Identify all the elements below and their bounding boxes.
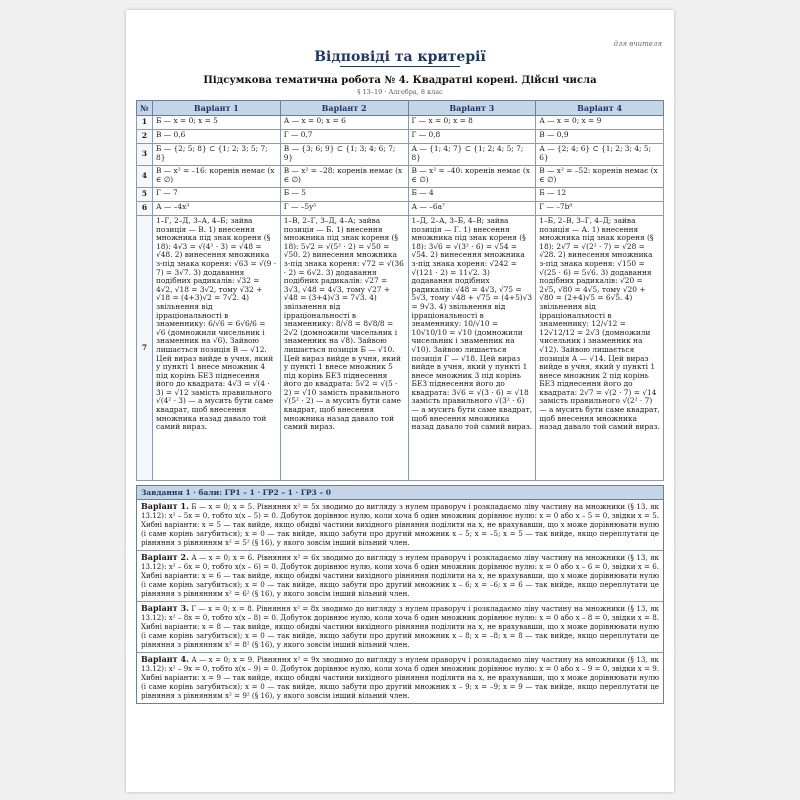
table-row xyxy=(137,188,664,202)
table-cell: В — x² = –16: коренів немає (x ∈ ∅) xyxy=(153,166,281,188)
table-cell: Г — x = 0; x = 8 xyxy=(408,116,536,130)
variant-label: Варіант 3. xyxy=(141,603,189,613)
table-row xyxy=(137,144,664,166)
variant-explanation-2 xyxy=(137,551,663,602)
row-number: 3 xyxy=(137,144,153,166)
table-cell: Г — –5y⁵ xyxy=(280,202,408,216)
table-cell: В — 0,9 xyxy=(536,130,664,144)
table-cell: Г — 7 xyxy=(153,188,281,202)
table-cell: А — x = 0; x = 6 xyxy=(280,116,408,130)
table-cell: А — x = 0; x = 9 xyxy=(536,116,664,130)
table-cell: В — x² = –52: коренів немає (x ∈ ∅) xyxy=(536,166,664,188)
table-cell: Б — 4 xyxy=(408,188,536,202)
page-subinfo: § 13–19 · Алгебра, 8 клас xyxy=(357,88,443,96)
table-cell: Г — –7b⁹ xyxy=(536,202,664,216)
header-cell-number: № xyxy=(137,101,153,116)
table-row xyxy=(137,130,664,144)
table-row xyxy=(137,166,664,188)
table-cell: Б — 5 xyxy=(280,188,408,202)
table-cell: Г — 0,8 xyxy=(408,130,536,144)
row-number: 1 xyxy=(137,116,153,130)
variant-label: Варіант 1. xyxy=(141,501,189,511)
variant-text: А — x = 0; x = 6. Рівняння x² = 6x зводимо до вигляду з нулем праворуч і розкладаємо ліву частину на множники (§ 13, як 13.12): x² – 6x = 0, тобто x(x – 6) = 0. Добуток дорівнює нулю, коли хоча б один множник дорівнює нулю: x = 0 або x – 6 = 0, звідки x = 6. Хибні варіанти: x = 6 — так вийде, якщо обидві частини вихідного рівняння поділити на x, не врахувавши, що x може дорівнювати нулю (і саме корінь загубиться); x = 0 — так вийде, якщо забути про другий множник x – 6; x = –6; x = 6 — так вийде, якщо переплутати це рівняння з рівнянням x² = 6² (§ 16), у якого зовсім інший вільний член. xyxy=(141,553,659,598)
header-cell-variant-2: Варіант 2 xyxy=(280,101,408,116)
teacher-note: для вчителя xyxy=(613,40,662,48)
header-cell-variant-4: Варіант 4 xyxy=(536,101,664,116)
row-number: 5 xyxy=(137,188,153,202)
row-number: 4 xyxy=(137,166,153,188)
variant-label: Варіант 4. xyxy=(141,654,189,664)
page-subtitle: Підсумкова тематична робота № 4. Квадратні корені. Дійсні числа xyxy=(203,75,597,86)
title-underline xyxy=(340,66,460,67)
variant-explanation-3 xyxy=(137,602,663,653)
task-1-explanations xyxy=(136,485,664,704)
table-cell: А — –4x³ xyxy=(153,202,281,216)
header-cell-variant-1: Варіант 1 xyxy=(153,101,281,116)
variant-text: А — x = 0; x = 9. Рівняння x² = 9x зводимо до вигляду з нулем праворуч і розкладаємо ліву частину на множники (§ 13, як 13.12): x² – 9x = 0, тобто x(x – 9) = 0. Добуток дорівнює нулю, коли хоча б один множник дорівнює нулю: x = 0 або x – 9 = 0, звідки x = 9. Хибні варіанти: x = 9 — так вийде, якщо обидві частини вихідного рівняння поділити на x, не врахувавши, що x може дорівнювати нулю (і саме корінь загубиться); x = 0 — так вийде, якщо забути про другий множник x – 9; x = –9; x = 9 — так вийде, якщо переплутати це рівняння з рівнянням x² = 9² (§ 16), у якого зовсім інший вільний член. xyxy=(141,655,659,700)
variant-label: Варіант 2. xyxy=(141,552,189,562)
table-cell: Б — {2; 5; 8} ⊂ {1; 2; 3; 5; 7; 8} xyxy=(153,144,281,166)
table-cell: В — {3; 6; 9} ⊂ {1; 3; 4; 6; 7; 9} xyxy=(280,144,408,166)
row-number: 7 xyxy=(137,216,153,481)
table-cell: А — {1; 4; 7} ⊂ {1; 2; 4; 5; 7; 8} xyxy=(408,144,536,166)
table-cell: 1–Д, 2–А, 3–Б, 4–В; зайва позиція — Г. 1) внесення множника під знак кореня (§ 18): 3√6 = √(3² · 6) = √54 = √54. 2) винесення множника з-під знака кореня: √242 = √(121 · 2) = 11√2. 3) додавання подібних радикалів: √48 = 4√3, √75 = 5√3, тому √48 + √75 = (4+5)√3 = 9√3. 4) звільнення від ірраціональності в знаменнику: 10/√10 = 10√10/10 = √10 (домножили чисельник і знаменник на √10). Зайвою лишається позиція Г — √18. Цей вираз вийде в учня, який у пункті 1 внесе множник 3 під корінь БЕЗ піднесення його до квадрата: 3√6 = √(3 · 6) = √18 замість правильного √(3² · 6) — а мусить бути саме квадрат, щоб внесення множника назад давало той самий вираз. xyxy=(408,216,536,481)
table-cell: Г — 0,7 xyxy=(280,130,408,144)
page-title: Відповіді та критерії xyxy=(314,49,486,65)
header-cell-variant-3: Варіант 3 xyxy=(408,101,536,116)
table-cell: А — –6a⁷ xyxy=(408,202,536,216)
document-page xyxy=(126,10,674,792)
variant-text: Б — x = 0; x = 5. Рівняння x² = 5x зводимо до вигляду з нулем праворуч і розкладаємо ліву частину на множники (§ 13, як 13.12): x² – 5x = 0, тобто x(x – 5) = 0. Добуток дорівнює нулю, коли хоча б один множник дорівнює нулю: x = 0 або x – 5 = 0, звідки x = 5. Хибні варіанти: x = 5 — так вийде, якщо обидві частини вихідного рівняння поділити на x, не врахувавши, що x може дорівнювати нулю (і саме корінь загубиться); x = 0 — так вийде, якщо забути про другий множник x – 5; x = –5; x = 5 — так вийде, якщо переплутати це рівняння з рівнянням x² = 5² (§ 16), у якого зовсім інший вільний член. xyxy=(141,502,659,547)
answers-table xyxy=(136,100,664,481)
row-number: 2 xyxy=(137,130,153,144)
variant-text: Г — x = 0; x = 8. Рівняння x² = 8x зводимо до вигляду з нулем праворуч і розкладаємо ліву частину на множники (§ 13, як 13.12): x² – 8x = 0, тобто x(x – 8) = 0. Добуток дорівнює нулю, коли хоча б один множник дорівнює нулю: x = 0 або x – 8 = 0, звідки x = 8. Хибні варіанти: x = 8 — так вийде, якщо обидві частини вихідного рівняння поділити на x, не врахувавши, що x може дорівнювати нулю (і саме корінь загубиться); x = 0 — так вийде, якщо забути про другий множник x – 8; x = –8; x = 8 — так вийде, якщо переплутати це рівняння з рівнянням x² = 8² (§ 16), у якого зовсім інший вільний член. xyxy=(141,604,659,649)
table-cell: Б — x = 0; x = 5 xyxy=(153,116,281,130)
task-1-header: Завдання 1 · бали: ГР1 – 1 · ГР2 – 1 · ГР3 – 0 xyxy=(137,486,663,500)
table-row xyxy=(137,116,664,130)
table-header-row xyxy=(137,101,664,116)
row-number: 6 xyxy=(137,202,153,216)
table-cell: Б — 12 xyxy=(536,188,664,202)
table-cell: В — 0,6 xyxy=(153,130,281,144)
table-cell: В — x² = –40: коренів немає (x ∈ ∅) xyxy=(408,166,536,188)
table-row xyxy=(137,202,664,216)
variant-explanation-4 xyxy=(137,653,663,703)
table-cell: В — x² = –28: коренів немає (x ∈ ∅) xyxy=(280,166,408,188)
table-row xyxy=(137,216,664,481)
variant-explanation-1 xyxy=(137,500,663,551)
table-cell: 1–Г, 2–Д, 3–А, 4–Б; зайва позиція — В. 1) внесення множника під знак кореня (§ 18): 4√3 = √(4² · 3) = √48 = √48. 2) винесення множника з-під знака кореня: √63 = √(9 · 7) = 3√7. 3) додавання подібних радикалів: √32 = 4√2, √18 = 3√2, тому √32 + √18 = (4+3)√2 = 7√2. 4) звільнення від ірраціональності в знаменнику: 6/√6 = 6√6/6 = √6 (домножили чисельник і знаменник на √6). Зайвою лишається позиція В — √12. Цей вираз вийде в учня, який у пункті 1 внесе множник 4 під корінь БЕЗ піднесення його до квадрата: 4√3 = √(4 · 3) = √12 замість правильного √(4² · 3) — а мусить бути саме квадрат, щоб внесення множника назад давало той самий вираз. xyxy=(153,216,281,481)
table-cell: А — {2; 4; 6} ⊂ {1; 2; 3; 4; 5; 6} xyxy=(536,144,664,166)
table-cell: 1–Б, 2–В, 3–Г, 4–Д; зайва позиція — А. 1) внесення множника під знак кореня (§ 18): 2√7 = √(2² · 7) = √28 = √28. 2) винесення множника з-під знака кореня: √150 = √(25 · 6) = 5√6. 3) додавання подібних радикалів: √20 = 2√5, √80 = 4√5, тому √20 + √80 = (2+4)√5 = 6√5. 4) звільнення від ірраціональності в знаменнику: 12/√12 = 12√12/12 = 2√3 (домножили чисельник і знаменник на √12). Зайвою лишається позиція А — √14. Цей вираз вийде в учня, який у пункті 1 внесе множник 2 під корінь БЕЗ піднесення його до квадрата: 2√7 = √(2 · 7) = √14 замість правильного √(2² · 7) — а мусить бути саме квадрат, щоб внесення множника назад давало той самий вираз. xyxy=(536,216,664,481)
table-cell: 1–В, 2–Г, 3–Д, 4–А; зайва позиція — Б. 1) внесення множника під знак кореня (§ 18): 5√2 = √(5² · 2) = √50 = √50. 2) винесення множника з-під знака кореня: √72 = √(36 · 2) = 6√2. 3) додавання подібних радикалів: √27 = 3√3, √48 = 4√3, тому √27 + √48 = (3+4)√3 = 7√3. 4) звільнення від ірраціональності в знаменнику: 8/√8 = 8√8/8 = 2√2 (домножили чисельник і знаменник на √8). Зайвою лишається позиція Б — √10. Цей вираз вийде в учня, який у пункті 1 внесе множник 5 під корінь БЕЗ піднесення його до квадрата: 5√2 = √(5 · 2) = √10 замість правильного √(5² · 2) — а мусить бути саме квадрат, щоб внесення множника назад давало той самий вираз. xyxy=(280,216,408,481)
